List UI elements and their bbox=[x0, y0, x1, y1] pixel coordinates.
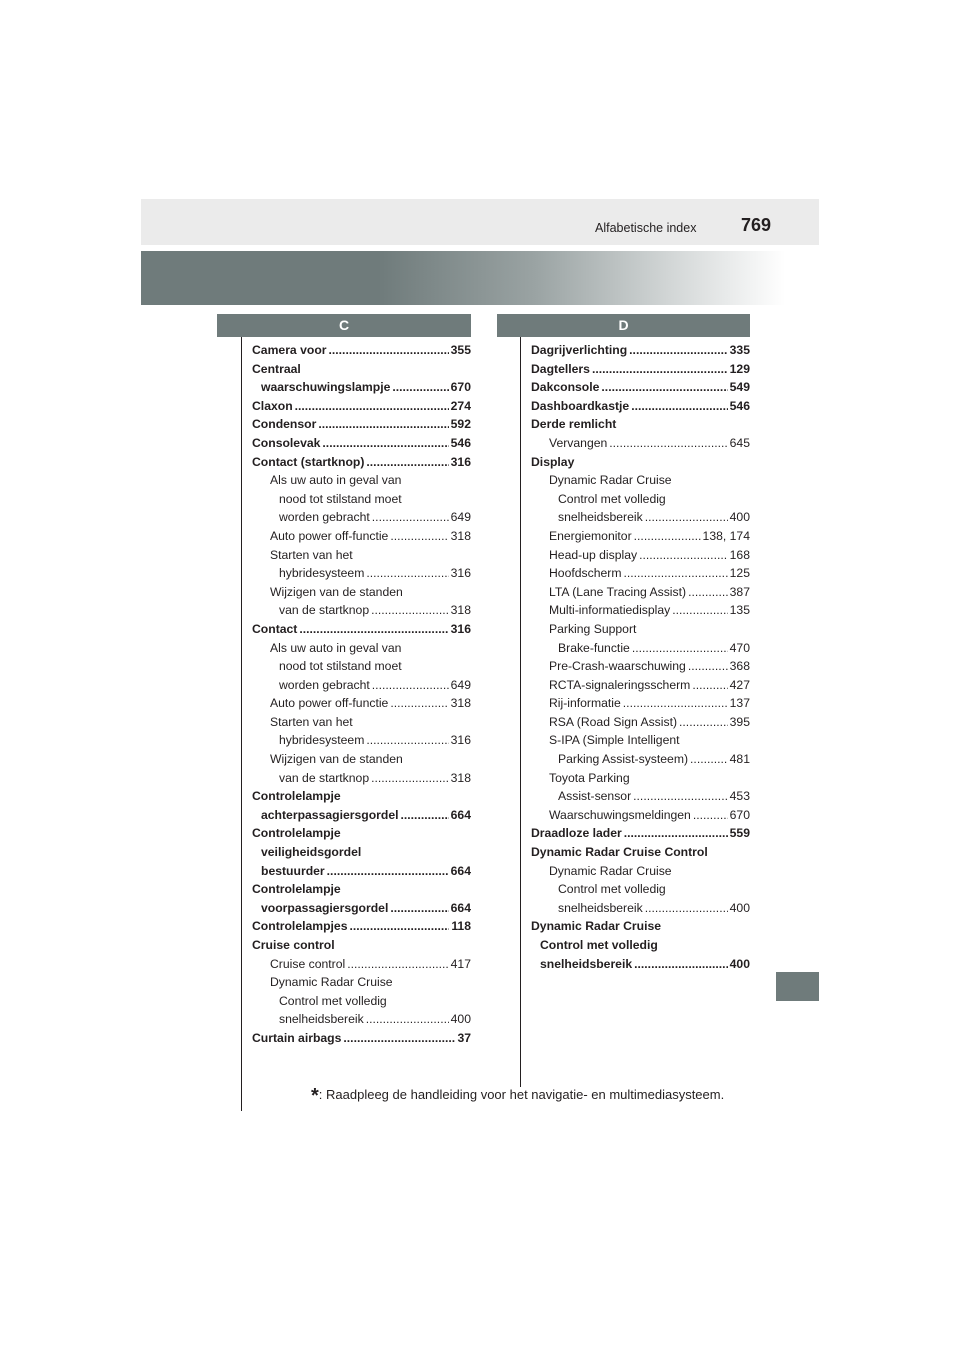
entry-text: RSA (Road Sign Assist) bbox=[549, 714, 678, 729]
index-entry bbox=[531, 713, 750, 732]
dot-leader bbox=[371, 769, 449, 788]
index-entry bbox=[252, 453, 471, 472]
index-entry bbox=[252, 973, 471, 992]
index-entry bbox=[531, 564, 750, 583]
entry-text: S-IPA (Simple Intelligent bbox=[549, 733, 680, 748]
entry-page: 316 bbox=[450, 566, 471, 581]
entry-page: 335 bbox=[729, 343, 750, 357]
entry-page: 664 bbox=[450, 863, 471, 878]
letter-heading-c: C bbox=[217, 314, 471, 337]
entry-text: Dynamic Radar Cruise bbox=[270, 975, 393, 990]
entry-text: Wijzigen van de standen bbox=[270, 752, 403, 767]
entry-text: Camera voor bbox=[252, 343, 327, 357]
dot-leader bbox=[692, 676, 727, 695]
index-entry bbox=[252, 1029, 471, 1048]
entry-text: Toyota Parking bbox=[549, 770, 630, 785]
dot-leader bbox=[327, 862, 449, 881]
index-entry bbox=[531, 806, 750, 825]
footnote-marker: * bbox=[311, 1085, 319, 1107]
footnote bbox=[311, 1085, 724, 1108]
index-entry bbox=[252, 787, 471, 806]
index-entry bbox=[252, 434, 471, 453]
entry-text: Multi-informatiedisplay bbox=[549, 603, 671, 618]
dot-leader bbox=[672, 601, 727, 620]
index-entry bbox=[252, 397, 471, 416]
entry-page: 395 bbox=[729, 714, 750, 729]
dot-leader bbox=[372, 676, 449, 695]
index-entry bbox=[531, 415, 750, 434]
entry-text: nood tot stilstand moet bbox=[279, 659, 402, 674]
entry-page: 559 bbox=[729, 826, 750, 841]
entry-page: 400 bbox=[450, 1012, 471, 1027]
footnote-text: : Raadpleeg de handleiding voor het navigatie- en multimediasysteem. bbox=[318, 1087, 725, 1102]
index-entry bbox=[252, 750, 471, 769]
entry-text: hybridesysteem bbox=[279, 733, 365, 748]
index-entry bbox=[531, 453, 750, 472]
index-entry bbox=[531, 508, 750, 527]
section-title: Alfabetische index bbox=[595, 221, 697, 235]
entry-page: 546 bbox=[729, 398, 750, 413]
entry-page: 318 bbox=[450, 603, 471, 618]
index-entry bbox=[531, 471, 750, 490]
entry-text: worden gebracht bbox=[279, 677, 370, 692]
index-entry bbox=[531, 546, 750, 565]
dot-leader bbox=[392, 378, 448, 397]
entry-text: Dynamic Radar Cruise Control bbox=[531, 845, 708, 860]
entry-text: Starten van het bbox=[270, 547, 353, 562]
index-entry bbox=[252, 862, 471, 881]
entry-page: 670 bbox=[450, 380, 471, 395]
index-entry bbox=[531, 750, 750, 769]
index-entry bbox=[252, 360, 471, 379]
entry-text: Condensor bbox=[252, 417, 317, 432]
entry-text: voorpassagiersgordel bbox=[261, 900, 389, 915]
entry-text: Contact bbox=[252, 621, 298, 636]
entry-page: 592 bbox=[450, 417, 471, 432]
entry-text: Control met volledig bbox=[558, 491, 666, 506]
index-entry bbox=[252, 676, 471, 695]
entry-text: Auto power off-functie bbox=[270, 696, 389, 711]
entry-text: Starten van het bbox=[270, 714, 353, 729]
dot-leader bbox=[634, 527, 701, 546]
entry-text: Curtain airbags bbox=[252, 1030, 342, 1045]
entry-text: Assist-sensor bbox=[558, 789, 632, 804]
dot-leader bbox=[633, 787, 728, 806]
header-bar bbox=[141, 199, 819, 245]
entry-text: Brake-functie bbox=[558, 640, 630, 655]
entry-page: 549 bbox=[729, 380, 750, 395]
entry-page: 400 bbox=[729, 510, 750, 525]
entry-page: 664 bbox=[450, 900, 471, 915]
entry-text: van de startknop bbox=[279, 770, 370, 785]
entry-text: Dynamic Radar Cruise bbox=[549, 863, 672, 878]
entry-page: 318 bbox=[450, 770, 471, 785]
entry-text: veiligheidsgordel bbox=[261, 845, 362, 860]
index-entry bbox=[531, 899, 750, 918]
entry-page: 135 bbox=[729, 603, 750, 618]
entry-page: 417 bbox=[450, 956, 471, 971]
dot-leader bbox=[318, 415, 448, 434]
index-entry bbox=[252, 508, 471, 527]
entry-text: Als uw auto in geval van bbox=[270, 640, 402, 655]
section-tab-marker bbox=[776, 972, 819, 1001]
entry-text: Wijzigen van de standen bbox=[270, 584, 403, 599]
entry-text: Controlelampjes bbox=[252, 919, 348, 934]
index-entry bbox=[252, 1010, 471, 1029]
entry-text: Control met volledig bbox=[558, 882, 666, 897]
dot-leader bbox=[347, 955, 448, 974]
entry-text: van de startknop bbox=[279, 603, 370, 618]
page-number: 769 bbox=[741, 215, 772, 235]
entry-page: 318 bbox=[450, 528, 471, 543]
entry-page: 316 bbox=[450, 733, 471, 748]
index-entry bbox=[252, 694, 471, 713]
index-column-c bbox=[252, 341, 471, 1048]
index-entry bbox=[531, 936, 750, 955]
entry-text: Dynamic Radar Cruise bbox=[549, 473, 672, 488]
index-entry bbox=[531, 694, 750, 713]
index-entry bbox=[531, 880, 750, 899]
index-entry bbox=[531, 676, 750, 695]
letter-heading-d: D bbox=[497, 314, 750, 337]
entry-text: Control met volledig bbox=[279, 993, 387, 1008]
index-entry bbox=[252, 639, 471, 658]
dot-leader bbox=[679, 713, 728, 732]
dot-leader bbox=[295, 397, 449, 416]
entry-text: snelheidsbereik bbox=[279, 1012, 364, 1027]
index-entry bbox=[531, 360, 750, 379]
entry-text: Als uw auto in geval van bbox=[270, 473, 402, 488]
dot-leader bbox=[350, 917, 450, 936]
dot-leader bbox=[390, 899, 448, 918]
entry-page: 664 bbox=[450, 807, 471, 822]
entry-page: 387 bbox=[729, 584, 750, 599]
entry-text: Controlelampje bbox=[252, 826, 341, 841]
decorative-band bbox=[141, 251, 819, 305]
entry-text: Hoofdscherm bbox=[549, 566, 622, 581]
index-entry bbox=[531, 639, 750, 658]
entry-text: Dagrijverlichting bbox=[531, 343, 628, 357]
entry-page: 481 bbox=[729, 752, 750, 767]
index-entry bbox=[252, 899, 471, 918]
dot-leader bbox=[639, 546, 728, 565]
entry-text: Contact (startknop) bbox=[252, 454, 365, 469]
dot-leader bbox=[645, 899, 728, 918]
dot-leader bbox=[609, 434, 727, 453]
dot-leader bbox=[629, 341, 727, 360]
index-entry bbox=[252, 657, 471, 676]
entry-text: RCTA-signaleringsscherm bbox=[549, 677, 691, 692]
index-entry bbox=[531, 787, 750, 806]
entry-page: 470 bbox=[729, 640, 750, 655]
dot-leader bbox=[366, 1010, 449, 1029]
index-entry bbox=[531, 657, 750, 676]
entry-page: 137 bbox=[729, 696, 750, 711]
index-entry bbox=[252, 564, 471, 583]
entry-page: 168 bbox=[729, 547, 750, 562]
index-entry bbox=[252, 917, 471, 936]
dot-leader bbox=[366, 453, 448, 472]
dot-leader bbox=[688, 657, 728, 676]
index-entry bbox=[531, 917, 750, 936]
dot-leader bbox=[329, 341, 449, 360]
entry-text: waarschuwingslampje bbox=[261, 380, 391, 395]
dot-leader bbox=[322, 434, 448, 453]
entry-text: Consolevak bbox=[252, 435, 321, 450]
dot-leader bbox=[390, 694, 448, 713]
entry-text: Dagtellers bbox=[531, 361, 590, 376]
entry-page: 125 bbox=[729, 566, 750, 581]
column-rule-left bbox=[241, 337, 242, 1111]
entry-text: snelheidsbereik bbox=[558, 510, 643, 525]
index-entry bbox=[252, 527, 471, 546]
dot-leader bbox=[366, 564, 448, 583]
entry-text: worden gebracht bbox=[279, 510, 370, 525]
entry-page: 118 bbox=[451, 919, 471, 934]
entry-text: Head-up display bbox=[549, 547, 638, 562]
entry-page: 649 bbox=[450, 677, 471, 692]
index-entry bbox=[252, 341, 471, 360]
dot-leader bbox=[371, 601, 449, 620]
entry-text: Parking Support bbox=[549, 621, 637, 636]
entry-text: Rij-informatie bbox=[549, 696, 621, 711]
dot-leader bbox=[688, 583, 728, 602]
entry-text: Derde remlicht bbox=[531, 417, 617, 432]
index-entry bbox=[531, 490, 750, 509]
index-entry bbox=[252, 936, 471, 955]
dot-leader bbox=[601, 378, 727, 397]
index-entry bbox=[252, 843, 471, 862]
index-entry bbox=[531, 601, 750, 620]
entry-page: 129 bbox=[729, 361, 750, 376]
entry-text: Controlelampje bbox=[252, 789, 341, 804]
entry-page: 670 bbox=[729, 807, 750, 822]
index-entry bbox=[252, 824, 471, 843]
entry-text: Centraal bbox=[252, 361, 301, 376]
entry-page: 649 bbox=[450, 510, 471, 525]
entry-page: 316 bbox=[450, 621, 471, 636]
entry-text: Energiemonitor bbox=[549, 528, 632, 543]
dot-leader bbox=[366, 731, 448, 750]
entry-text: Cruise control bbox=[252, 938, 335, 952]
index-entry bbox=[252, 713, 471, 732]
entry-text: Dashboardkastje bbox=[531, 398, 630, 413]
entry-text: Dakconsole bbox=[531, 380, 600, 395]
dot-leader bbox=[631, 397, 727, 416]
column-rule-middle bbox=[520, 337, 521, 1087]
entry-text: hybridesysteem bbox=[279, 566, 365, 581]
dot-leader bbox=[401, 806, 449, 825]
index-entry bbox=[252, 955, 471, 974]
entry-page: 400 bbox=[729, 900, 750, 915]
entry-page: 546 bbox=[450, 435, 471, 450]
entry-text: Dynamic Radar Cruise bbox=[531, 919, 662, 934]
dot-leader bbox=[372, 508, 449, 527]
dot-leader bbox=[693, 806, 728, 825]
entry-text: Vervangen bbox=[549, 435, 608, 450]
index-column-d bbox=[531, 341, 750, 973]
entry-text: Control met volledig bbox=[540, 938, 658, 952]
index-entry bbox=[531, 620, 750, 639]
entry-text: Parking Assist-systeem) bbox=[558, 752, 689, 767]
index-entry bbox=[531, 843, 750, 862]
entry-text: Pre-Crash-waarschuwing bbox=[549, 659, 686, 674]
index-entry bbox=[531, 862, 750, 881]
index-entry bbox=[531, 527, 750, 546]
index-entry bbox=[252, 880, 471, 899]
entry-page: 138, 174 bbox=[702, 528, 750, 543]
index-entry bbox=[531, 341, 750, 360]
index-entry bbox=[252, 415, 471, 434]
index-entry bbox=[531, 769, 750, 788]
entry-text: snelheidsbereik bbox=[540, 956, 633, 971]
entry-text: achterpassagiersgordel bbox=[261, 807, 399, 822]
entry-text: LTA (Lane Tracing Assist) bbox=[549, 584, 687, 599]
entry-page: 274 bbox=[450, 398, 471, 413]
entry-text: bestuurder bbox=[261, 863, 325, 878]
entry-text: Draadloze lader bbox=[531, 826, 622, 841]
entry-page: 368 bbox=[729, 659, 750, 674]
index-entry bbox=[531, 583, 750, 602]
entry-text: Controlelampje bbox=[252, 882, 341, 897]
index-entry bbox=[252, 769, 471, 788]
index-entry bbox=[531, 731, 750, 750]
entry-text: nood tot stilstand moet bbox=[279, 491, 402, 506]
entry-text: Waarschuwingsmeldingen bbox=[549, 807, 691, 822]
entry-page: 316 bbox=[450, 454, 471, 469]
index-entry bbox=[252, 471, 471, 490]
entry-text: Display bbox=[531, 454, 575, 469]
index-entry bbox=[252, 490, 471, 509]
index-entry bbox=[252, 806, 471, 825]
index-entry bbox=[252, 583, 471, 602]
entry-page: 427 bbox=[729, 677, 750, 692]
index-entry bbox=[531, 397, 750, 416]
entry-page: 400 bbox=[729, 956, 750, 971]
entry-page: 318 bbox=[450, 696, 471, 711]
entry-page: 355 bbox=[450, 343, 471, 357]
dot-leader bbox=[390, 527, 448, 546]
dot-leader bbox=[690, 750, 728, 769]
dot-leader bbox=[592, 360, 728, 379]
index-entry bbox=[252, 620, 471, 639]
index-entry bbox=[531, 955, 750, 974]
index-entry bbox=[252, 992, 471, 1011]
entry-text: Cruise control bbox=[270, 956, 346, 971]
dot-leader bbox=[645, 508, 728, 527]
entry-page: 37 bbox=[457, 1030, 471, 1045]
dot-leader bbox=[623, 694, 728, 713]
dot-leader bbox=[634, 955, 728, 974]
entry-page: 645 bbox=[729, 435, 750, 450]
entry-text: Claxon bbox=[252, 398, 293, 413]
entry-text: Auto power off-functie bbox=[270, 528, 389, 543]
dot-leader bbox=[299, 620, 448, 639]
entry-text: snelheidsbereik bbox=[558, 900, 643, 915]
index-entry bbox=[531, 434, 750, 453]
dot-leader bbox=[624, 824, 728, 843]
index-entry bbox=[531, 824, 750, 843]
dot-leader bbox=[632, 639, 728, 658]
index-entry bbox=[252, 378, 471, 397]
index-entry bbox=[531, 378, 750, 397]
dot-leader bbox=[343, 1029, 455, 1048]
index-entry bbox=[252, 731, 471, 750]
index-entry bbox=[252, 601, 471, 620]
entry-page: 453 bbox=[729, 789, 750, 804]
dot-leader bbox=[623, 564, 727, 583]
index-entry bbox=[252, 546, 471, 565]
